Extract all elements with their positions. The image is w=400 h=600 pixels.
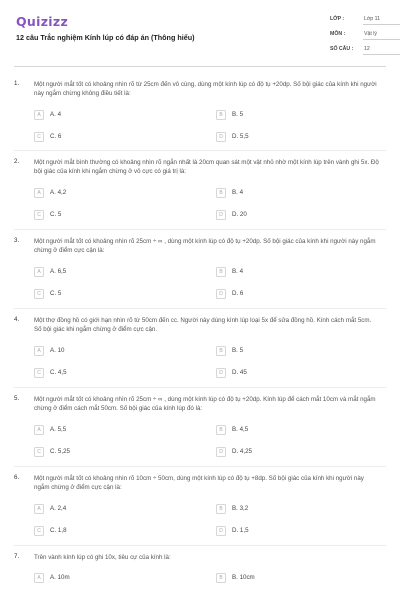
question-divider — [14, 229, 386, 230]
question-divider — [14, 150, 386, 151]
option-text: B. 4 — [232, 189, 244, 196]
option-letter-box: A — [34, 188, 44, 198]
option-letter-box: A — [34, 504, 44, 514]
option-letter-box: B — [216, 573, 226, 583]
question-divider — [14, 308, 386, 309]
option-letter-box: D — [216, 210, 226, 220]
option-text: A. 10m — [50, 574, 70, 581]
meta-label: SỐ CÂU : — [330, 46, 354, 52]
option-letter-box: D — [216, 368, 226, 378]
question-number: 1. — [14, 80, 20, 87]
question-text: Một người mắt bình thường có khoảng nhìn rõ ngắn nhất là 20cm quan sát một vật nhỏ nhờ một kính lúp trên vành ghi 5x. Độ bội giác của kính khi ngắm chừng ở vô cực có giá trị là: — [34, 159, 379, 176]
question-divider — [14, 387, 386, 388]
option-letter-box: A — [34, 110, 44, 120]
option-text: A. 4 — [50, 111, 62, 118]
option-letter-box: D — [216, 526, 226, 536]
option-text: A. 6,5 — [50, 268, 67, 275]
option-text: C. 5,25 — [50, 448, 70, 455]
option-letter-box: B — [216, 346, 226, 356]
meta-label: LỚP : — [330, 16, 345, 22]
option-text: B. 4 — [232, 268, 244, 275]
option-letter-box: D — [216, 447, 226, 457]
option-text: D. 45 — [232, 369, 247, 376]
option-text: B. 5 — [232, 347, 244, 354]
option-text: B. 5 — [232, 111, 244, 118]
option-text: D. 1,5 — [232, 527, 249, 534]
option-letter-box: B — [216, 110, 226, 120]
option-text: D. 4,25 — [232, 448, 252, 455]
question-text: Một người mắt tốt có khoảng nhìn rõ từ 25cm đến vô cùng, dùng một kính lúp có độ tụ +20dp. Số bội giác của kính khi người này ngắm chừng không điều tiết là: — [34, 81, 377, 98]
option-text: B. 3,2 — [232, 505, 249, 512]
option-text: D. 20 — [232, 211, 247, 218]
option-letter-box: C — [34, 289, 44, 299]
option-letter-box: C — [34, 210, 44, 220]
question-number: 7. — [14, 553, 20, 560]
option-letter-box: B — [216, 504, 226, 514]
option-text: D. 5,5 — [232, 133, 249, 140]
question-number: 4. — [14, 316, 20, 323]
meta-value: Lớp 11 — [364, 16, 380, 22]
option-letter-box: D — [216, 132, 226, 142]
option-text: C. 1,8 — [50, 527, 67, 534]
option-text: A. 2,4 — [50, 505, 67, 512]
question-number: 3. — [14, 237, 20, 244]
option-letter-box: D — [216, 289, 226, 299]
option-text: C. 4,5 — [50, 369, 67, 376]
question-divider — [14, 545, 386, 546]
question-text: Trên vành kính lúp có ghi 10x, tiêu cự của kính là: — [34, 554, 171, 561]
option-letter-box: C — [34, 132, 44, 142]
question-text: Một người mắt tốt có khoảng nhìn rõ 10cm ÷ 50cm, dùng một kính lúp có độ tụ +8dp. Số bội giác của kính khi người này ngắm chừng ở điểm cực cận là: — [34, 475, 364, 492]
question-text: Một người mắt tốt có khoảng nhìn rõ 25cm ÷ ∞ , dùng một kính lúp có độ tụ +20dp. Kính lúp để cách mắt 10cm và mắt ngắm chừng ở điểm cách mắt 50cm. Số bội giác của kính lúp đó là: — [34, 396, 376, 413]
option-text: C. 5 — [50, 290, 62, 297]
option-text: D. 6 — [232, 290, 244, 297]
option-letter-box: C — [34, 526, 44, 536]
question-number: 6. — [14, 474, 20, 481]
option-text: C. 5 — [50, 211, 62, 218]
option-letter-box: C — [34, 447, 44, 457]
question-text: Một người mắt tốt có khoảng nhìn rõ 25cm ÷ ∞ , dùng một kính lúp có độ tụ +20dp. Số bội giác của kính khi người này ngắm chừng ở điểm cực cận là: — [34, 238, 376, 255]
option-text: A. 4,2 — [50, 189, 67, 196]
question-text: Một thợ đồng hồ có giới hạn nhìn rõ từ 50cm đến cc. Người này dùng kính lúp loại 5x để sửa đồng hồ. Kính cách mắt 5cm. Số bội giác khi ngắm chừng ở điểm cực cận. — [34, 317, 372, 334]
meta-label: MÔN : — [330, 31, 346, 37]
option-letter-box: A — [34, 267, 44, 277]
question-number: 5. — [14, 395, 20, 402]
meta-underline — [363, 54, 400, 55]
option-letter-box: B — [216, 188, 226, 198]
question-divider — [14, 466, 386, 467]
document-title: 12 câu Trắc nghiệm Kính lúp có đáp án (Thông hiểu) — [16, 33, 195, 42]
question-number: 2. — [14, 158, 20, 165]
option-letter-box: A — [34, 425, 44, 435]
option-letter-box: A — [34, 346, 44, 356]
option-text: A. 10 — [50, 347, 65, 354]
meta-underline — [363, 24, 400, 25]
option-text: A. 5,5 — [50, 426, 67, 433]
option-letter-box: B — [216, 267, 226, 277]
option-letter-box: B — [216, 425, 226, 435]
header-divider — [14, 66, 386, 67]
option-letter-box: C — [34, 368, 44, 378]
quizizz-logo: Quizizz — [16, 14, 69, 29]
option-text: B. 4,5 — [232, 426, 249, 433]
document-header — [0, 0, 400, 66]
option-letter-box: A — [34, 573, 44, 583]
option-text: B. 10cm — [232, 574, 255, 581]
option-text: C. 6 — [50, 133, 62, 140]
meta-underline — [363, 39, 400, 40]
meta-value: Vật lý — [364, 31, 377, 37]
meta-value: 12 — [364, 46, 370, 52]
